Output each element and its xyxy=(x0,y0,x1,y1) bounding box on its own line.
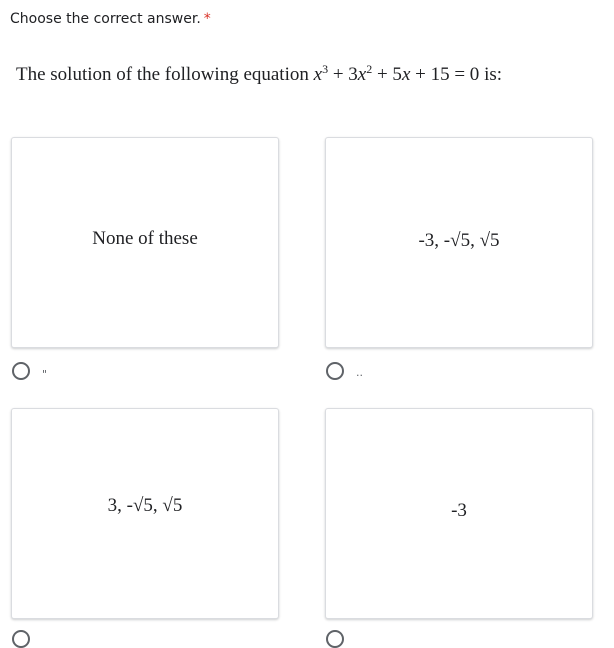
question-header xyxy=(10,11,211,27)
option-label: 3, -√5, √5 xyxy=(107,495,183,516)
option-label: -3 xyxy=(451,500,467,521)
option-label: None of these xyxy=(92,228,198,249)
option-card-neg3-negroot5-root5[interactable] xyxy=(325,137,593,348)
option-card-neg3[interactable] xyxy=(325,408,593,619)
option-card-none-of-these[interactable] xyxy=(11,137,279,348)
option-card-3-negroot5-root5[interactable] xyxy=(11,408,279,619)
option-radio-neg3[interactable] xyxy=(326,630,344,648)
required-asterisk: * xyxy=(203,11,211,27)
option-radio-none-of-these[interactable] xyxy=(12,362,30,380)
option-radio-neg3-negroot5-root5[interactable] xyxy=(326,362,344,380)
question-prompt: Choose the correct answer. xyxy=(10,11,201,27)
equation: $x^3 + 3x^2 + 5x + 15 = 0$ xyxy=(313,62,480,85)
question-suffix: is: xyxy=(479,64,503,85)
option-caption: " xyxy=(42,368,48,381)
question-prefix: The solution of the following equation xyxy=(16,64,314,85)
option-caption: .. xyxy=(356,366,363,379)
option-label: -3, -√5, √5 xyxy=(418,230,500,251)
question-text xyxy=(16,64,502,86)
option-radio-3-negroot5-root5[interactable] xyxy=(12,630,30,648)
